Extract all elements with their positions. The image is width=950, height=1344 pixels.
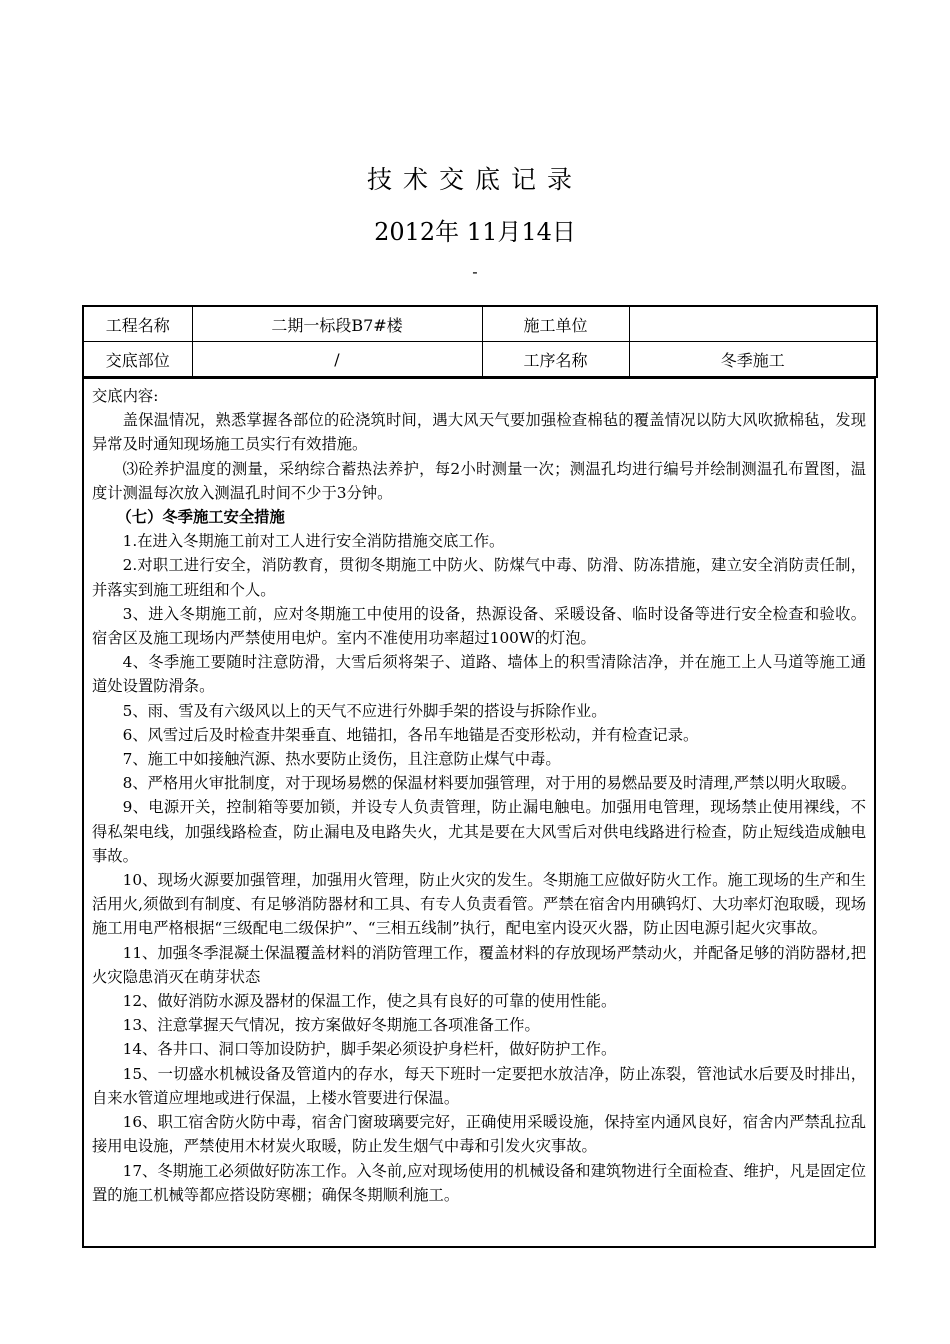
paragraph: 1.在进入冬期施工前对工人进行安全消防措施交底工作。	[122, 532, 505, 551]
process-value: 冬季施工	[629, 342, 877, 378]
contractor-label: 施工单位	[482, 306, 629, 342]
location-label: 交底部位	[83, 342, 192, 378]
paragraph: 15、一切盛水机械设备及管道内的存水，每天下班时一定要把水放洁净，防止冻裂，管池试水后要及时排出，自来水管道应埋地或进行保温，上楼水管要进行保温。	[92, 1064, 866, 1107]
contractor-value	[629, 306, 877, 342]
paragraph: 12、做好消防水源及器材的保温工作，使之具有良好的可靠的使用性能。	[122, 992, 617, 1011]
paragraph: 10、现场火源要加强管理，加强用火管理，防止火灾的发生。冬期施工应做好防火工作。施工现场的生产和生活用火,须做到有制度、有足够消防器材和工具、有专人负责看管。严禁在宿舍内用碘钨灯、大功率灯泡取暖，现场施工用电严格根据“三级配电二级保护”、“三相五线制”执行，配电室内设灭火器，防止因电源引起火灾事故。	[92, 871, 866, 938]
content-label: 交底内容:	[92, 387, 159, 405]
paragraph: ⑶砼养护温度的测量，采纳综合蓄热法养护，每2小时测量一次；测温孔均进行编号并绘制测温孔布置图，温度计测温每次放入测温孔时间不少于3分钟。	[92, 459, 866, 502]
paragraph: 盖保温情况，熟悉掌握各部位的砼浇筑时间，遇大风天气要加强检查棉毡的覆盖情况以防大风吹掀棉毡，发现异常及时通知现场施工员实行有效措施。	[92, 411, 866, 454]
document-date: 2012年 11月14日	[374, 218, 576, 246]
process-label: 工序名称	[482, 342, 629, 378]
location-value: /	[192, 342, 482, 378]
table-row	[83, 306, 877, 342]
section-heading: （七）冬季施工安全措施	[116, 508, 285, 527]
paragraph: 13、注意掌握天气情况，按方案做好冬期施工各项准备工作。	[122, 1016, 540, 1035]
info-table	[82, 305, 878, 378]
content-box	[82, 378, 876, 1248]
paragraph: 6、风雪过后及时检查井架垂直、地锚扣，各吊车地锚是否变形松动，并有检查记录。	[122, 725, 699, 744]
paragraph: 5、雨、雪及有六级风以上的天气不应进行外脚手架的搭设与拆除作业。	[122, 701, 607, 720]
paragraph: 8、严格用火审批制度，对于现场易燃的保温材料要加强管理，对于用的易燃品要及时清理,严禁以明火取暖。	[122, 774, 857, 793]
paragraph: 11、加强冬季混凝土保温覆盖材料的消防管理工作，覆盖材料的存放现场严禁动火，并配备足够的消防器材,把火灾隐患消灭在萌芽状态	[92, 943, 866, 986]
paragraph: 17、冬期施工必须做好防冻工作。入冬前,应对现场使用的机械设备和建筑物进行全面检查、维护，凡是固定位置的施工机械等都应搭设防寒棚；确保冬期顺利施工。	[92, 1161, 866, 1204]
dash-mark: -	[472, 262, 478, 281]
paragraph: 3、进入冬期施工前，应对冬期施工中使用的设备，热源设备、采暖设备、临时设备等进行安全检查和验收。宿舍区及施工现场内严禁使用电炉。室内不准使用功率超过100W的灯泡。	[92, 604, 866, 648]
table-row	[83, 342, 877, 378]
paragraph: 9、电源开关，控制箱等要加锁，并设专人负责管理，防止漏电触电。加强用电管理，现场禁止使用裸线，不得私架电线，加强线路检查，防止漏电及电路失火，尤其是要在大风雪后对供电线路进行检查，防止短线造成触电事故。	[92, 798, 866, 865]
paragraph: 14、各井口、洞口等加设防护，脚手架必须设护身栏杆，做好防护工作。	[122, 1040, 617, 1059]
paragraph: 7、施工中如接触汽源、热水要防止烫伤，且注意防止煤气中毒。	[122, 750, 561, 769]
page-title: 技术交底记录	[366, 165, 583, 194]
paragraph: 16、职工宿舍防火防中毒，宿舍门窗玻璃要完好，正确使用采暖设施，保持室内通风良好，宿舍内严禁乱拉乱接用电设施，严禁使用木材炭火取暖，防止发生烟气中毒和引发火灾事故。	[92, 1113, 866, 1156]
paragraph: 4、冬季施工要随时注意防滑，大雪后须将架子、道路、墙体上的积雪清除洁净，并在施工上人马道等施工通道处设置防滑条。	[92, 653, 866, 696]
project-name-label: 工程名称	[83, 306, 192, 342]
paragraph: 2.对职工进行安全，消防教育，贯彻冬期施工中防火、防煤气中毒、防滑、防冻措施，建立安全消防责任制，并落实到施工班组和个人。	[92, 556, 866, 599]
project-name-value: 二期一标段B7#楼	[192, 306, 482, 342]
